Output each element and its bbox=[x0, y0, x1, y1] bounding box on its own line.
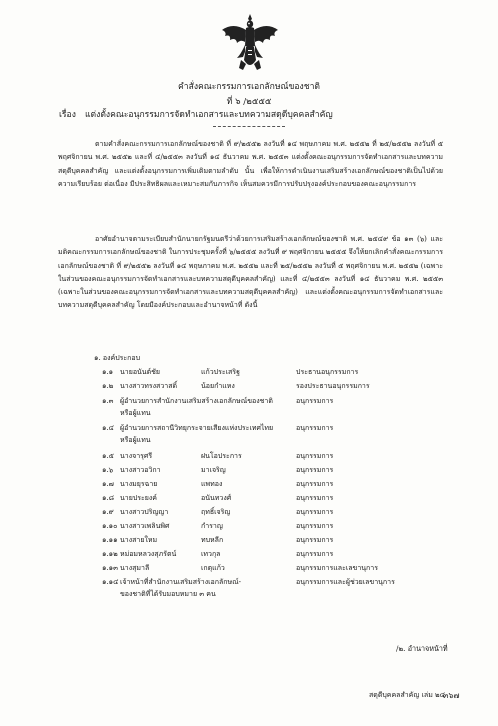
member-role: อนุกรรมการ bbox=[296, 466, 334, 474]
member-surname: น้อยกำแหง bbox=[201, 382, 235, 390]
footer-publication: สดุดีบุคคลสำคัญ เล่ม ๒๔ bbox=[369, 691, 445, 699]
member-role: รองประธานอนุกรรมการ bbox=[296, 382, 370, 390]
member-row bbox=[0, 493, 498, 507]
member-row bbox=[0, 465, 498, 479]
member-number: ๑.๗ bbox=[102, 480, 114, 488]
member-role: อนุกรรมการ bbox=[296, 424, 334, 432]
continuation-note: /๒. อำนาจหน้าที่ bbox=[396, 644, 448, 653]
member-row bbox=[0, 563, 498, 577]
member-role: อนุกรรมการ bbox=[296, 522, 334, 530]
member-number: ๑.๑ bbox=[102, 368, 114, 376]
member-number: ๑.๑๐ bbox=[102, 522, 118, 530]
member-number: ๑.๑๒ bbox=[102, 550, 118, 558]
member-row bbox=[0, 521, 498, 535]
member-name: นางสาวเพลินพิศ bbox=[120, 522, 170, 530]
section-heading: ๑. องค์ประกอบ bbox=[94, 354, 141, 362]
member-number: ๑.๑๑ bbox=[102, 536, 118, 544]
garuda-emblem-icon bbox=[219, 12, 281, 74]
member-number: ๑.๑๔ bbox=[102, 578, 119, 586]
member-name-cont: หรือผู้แทน bbox=[120, 409, 151, 417]
member-role: อนุกรรมการและผู้ช่วยเลขานุการ bbox=[296, 578, 395, 586]
member-name: นางจารุศรี bbox=[120, 452, 153, 460]
member-surname: เทวกุล bbox=[201, 550, 221, 558]
member-surname: มาเจริญ bbox=[201, 466, 226, 474]
member-name-cont: ของชาติที่ได้รับมอบหมาย ๓ คน bbox=[120, 590, 216, 598]
member-row bbox=[0, 479, 498, 493]
member-name: นางมยุรฉาย bbox=[120, 480, 158, 488]
member-surname: ทบหลีก bbox=[201, 536, 224, 544]
member-name: นางสาวอวิกา bbox=[120, 466, 161, 474]
member-role: อนุกรรมการ bbox=[296, 480, 334, 488]
member-number: ๑.๘ bbox=[102, 494, 115, 502]
subject-line bbox=[59, 107, 333, 121]
member-row bbox=[0, 451, 498, 465]
member-role: อนุกรรมการ bbox=[296, 397, 334, 405]
member-role: อนุกรรมการ bbox=[296, 452, 334, 460]
order-number: ที่ ๖ /๒๕๕๕ bbox=[226, 97, 272, 107]
member-name: ผู้อำนวยการสถานีวิทยุกระจายเสียงแห่งประเทศไทย bbox=[120, 424, 274, 432]
paragraph-2: อาศัยอำนาจตามระเบียบสำนักนายกรัฐมนตรีว่าด้วยการเสริมสร้างเอกลักษณ์ของชาติ พ.ศ. ๒๕๔๙ ข้อ ๑๓ (๖) และมติคณะกรรมการเอกลักษณ์ของชาติ ในการประชุมครั้งที่ ๖/๒๕๕๕ ลงวันที่ ๙ พฤศจิกายน ๒๕๕๕ จึงให้ยกเลิกคำสั่งคณะกรรมการเอกลักษณ์ของชาติ ที่ ๙/๒๕๕๒ ลงวันที่ ๑๔ พฤษภาคม พ.ศ. ๒๕๕๒ และที่ ๒๕/๒๕๕๒ ลงวันที่ ๕ พฤศจิกายน พ.ศ. ๒๕๕๒ (เฉพาะในส่วนของคณะอนุกรรมการจัดทำเอกสารและบทความสดุดีบุคคลสำคัญ) และที่ ๔/๒๕๕๓ ลงวันที่ ๑๔ ธันวาคม พ.ศ. ๒๕๕๓ (เฉพาะในส่วนของคณะอนุกรรมการจัดทำเอกสารและบทความสดุดีบุคคลสำคัญ) และแต่งตั้งคณะอนุกรรมการจัดทำเอกสารและบทความสดุดีบุคคลสำคัญ โดยมีองค์ประกอบและอำนาจหน้าที่ ดังนี้ bbox=[58, 235, 443, 310]
member-surname: เกตุแก้ว bbox=[201, 564, 225, 572]
member-name: นางสายใหม bbox=[120, 536, 158, 544]
member-role: อนุกรรมการ bbox=[296, 508, 334, 516]
subject-label: เรื่อง bbox=[59, 110, 76, 120]
member-number: ๑.๕ bbox=[102, 452, 114, 460]
member-row bbox=[0, 381, 498, 395]
member-number: ๑.๙ bbox=[102, 508, 114, 516]
member-number: ๑.๒ bbox=[102, 382, 114, 390]
member-role: อนุกรรมการและเลขานุการ bbox=[296, 564, 378, 572]
member-role: ประธานอนุกรรมการ bbox=[296, 368, 359, 376]
member-role: อนุกรรมการ bbox=[296, 550, 334, 558]
member-name-cont: หรือผู้แทน bbox=[120, 436, 151, 444]
member-number: ๑.๖ bbox=[102, 466, 114, 474]
order-title: คำสั่งคณะกรรมการเอกลักษณ์ของชาติ bbox=[178, 82, 320, 92]
member-surname: แก้วประเสริฐ bbox=[201, 368, 240, 376]
subject-text: แต่งตั้งคณะอนุกรรมการจัดทำเอกสารและบทความสดุดีบุคคลสำคัญ bbox=[85, 110, 333, 120]
member-name: ผู้อำนวยการสำนักงานเสริมสร้างเอกลักษณ์ของชาติ bbox=[120, 397, 273, 405]
member-row bbox=[0, 535, 498, 549]
member-name: นายประยงค์ bbox=[120, 494, 157, 502]
divider bbox=[213, 126, 285, 127]
member-surname: แพทอง bbox=[201, 480, 223, 488]
member-row bbox=[0, 423, 498, 444]
member-name: เจ้าหน้าที่สำนักงานเสริมสร้างเอกลักษณ์- bbox=[120, 578, 241, 586]
member-number: ๑.๔ bbox=[102, 424, 114, 432]
member-surname: ฝนโอประการ bbox=[201, 452, 242, 460]
member-row bbox=[0, 396, 498, 417]
member-row bbox=[0, 507, 498, 521]
member-name: นางสุมาลี bbox=[120, 564, 150, 572]
member-surname: อนันทวงศ์ bbox=[201, 494, 232, 502]
member-row bbox=[0, 577, 498, 598]
member-row bbox=[0, 367, 498, 381]
member-number: ๑.๓ bbox=[102, 397, 114, 405]
member-number: ๑.๑๓ bbox=[102, 564, 118, 572]
page-number: ๓๖๗ bbox=[443, 691, 460, 700]
member-surname: ฤทธิ์เจริญ bbox=[201, 508, 231, 516]
member-name: นางสาวทรงสวาสดิ์ bbox=[120, 382, 178, 390]
paragraph-1: ตามคำสั่งคณะกรรมการเอกลักษณ์ของชาติ ที่ ๙/๒๕๕๒ ลงวันที่ ๑๔ พฤษภาคม พ.ศ. ๒๕๕๒ ที่ ๒๕/๒๕๕๒ ลงวันที่ ๕ พฤศจิกายน พ.ศ. ๒๕๕๒ และที่ ๔/๒๕๕๓ ลงวันที่ ๑๔ ธันวาคม พ.ศ. ๒๕๕๓ แต่งตั้งคณะอนุกรรมการจัดทำเอกสารและบทความสดุดีบุคคลสำคัญ และแต่งตั้งอนุกรรมการเพิ่มเติมตามลำดับ นั้น เพื่อให้การดำเนินงานเสริมสร้างเอกลักษณ์ของชาติเป็นไปด้วยความเรียบร้อย ต่อเนื่อง มีประสิทธิผลและเหมาะสมกับภารกิจ เห็นสมควรมีการปรับปรุงองค์ประกอบของคณะอนุกรรมการ bbox=[58, 140, 443, 188]
member-role: อนุกรรมการ bbox=[296, 536, 334, 544]
member-role: อนุกรรมการ bbox=[296, 494, 334, 502]
member-name: นางสาวปริญญา bbox=[120, 508, 169, 516]
member-name: นายอนันต์ชัย bbox=[120, 368, 160, 376]
member-name: หม่อมหลวงสุภรัตน์ bbox=[120, 550, 177, 558]
member-surname: กำราญ bbox=[201, 522, 223, 530]
member-row bbox=[0, 549, 498, 563]
